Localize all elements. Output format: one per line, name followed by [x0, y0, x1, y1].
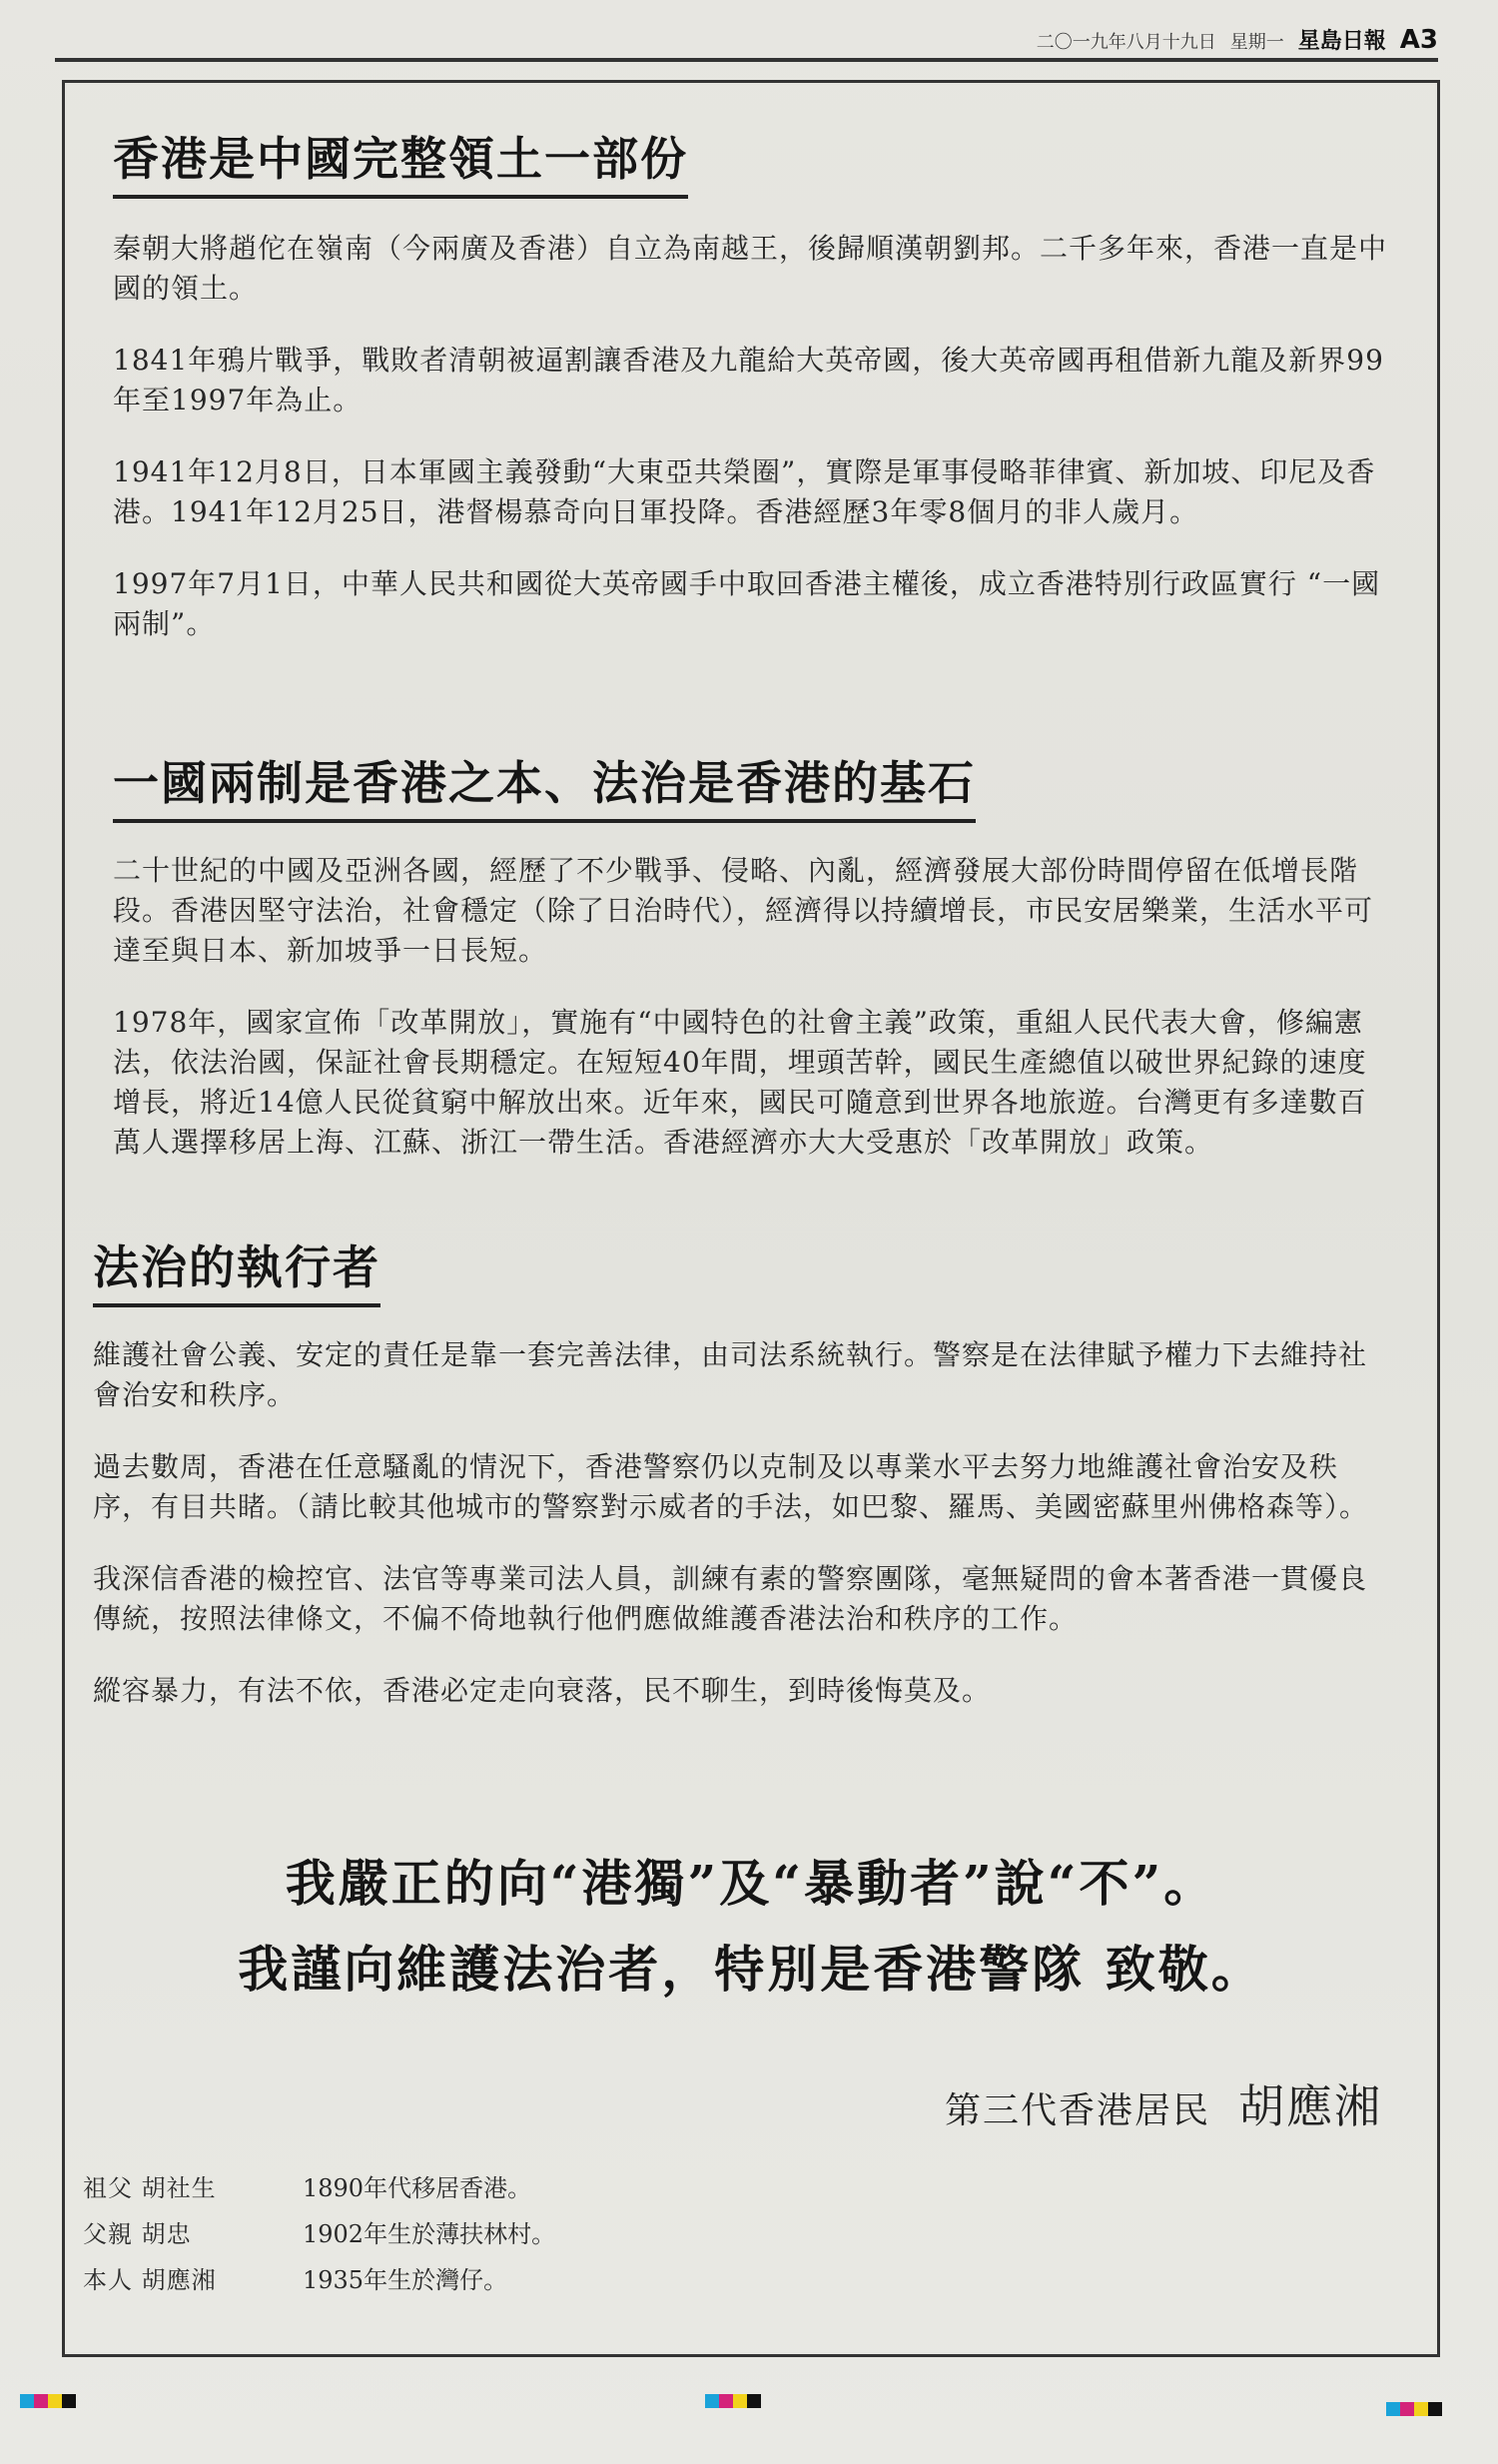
section-heading: 一國兩制是香港之本、法治是香港的基石 — [113, 747, 976, 823]
section-one-country-two-systems — [113, 747, 1389, 1195]
black-swatch — [62, 2394, 76, 2408]
masthead — [55, 18, 1438, 62]
magenta-swatch — [1400, 2402, 1414, 2416]
paragraph: 縱容暴力，有法不依，香港必定走向衰落，民不聊生，到時後悔莫及。 — [93, 1674, 992, 1707]
section-heading: 香港是中國完整領土一部份 — [113, 123, 688, 199]
yellow-swatch — [733, 2394, 747, 2408]
lineage-note: 1935年生於灣仔。 — [303, 2266, 508, 2294]
lineage-person: 父親 胡忠 — [83, 2220, 192, 2248]
lineage-note: 1890年代移居香港。 — [303, 2174, 532, 2202]
lineage-row — [83, 2165, 555, 2211]
family-lineage — [83, 2165, 555, 2303]
issue-weekday: 星期一 — [1229, 32, 1284, 53]
paragraph: 1841年鴉片戰爭，戰敗者清朝被逼割讓香港及九龍給大英帝國，後大英帝國再租借新九龍及新界99年至1997年為止。 — [113, 344, 1384, 416]
yellow-swatch — [48, 2394, 62, 2408]
paragraph: 過去數周，香港在任意騷亂的情況下，香港警察仍以克制及以專業水平去努力地維護社會治安及秩序，有目共睹。（請比較其他城市的警察對示威者的手法，如巴黎、羅馬、美國密蘇里州佛格森等）。 — [93, 1450, 1369, 1523]
paragraph: 1997年7月1日，中華人民共和國從大英帝國手中取回香港主權後，成立香港特別行政區實行 “一國兩制”。 — [113, 567, 1381, 640]
closing-statement — [65, 1841, 1437, 2013]
section-heading: 法治的執行者 — [93, 1232, 380, 1307]
cyan-swatch — [1386, 2402, 1400, 2416]
newspaper-name: 星島日報 — [1297, 29, 1386, 54]
paragraph: 1978年，國家宣佈「改革開放」，實施有“中國特色的社會主義”政策，重組人民代表大會，修編憲法，依法治國，保証社會長期穩定。在短短40年間，埋頭苦幹，國民生產總值以破世界紀錄的速度增長，將近14億人民從貧窮中解放出來。近年來，國民可隨意到世界各地旅遊。台灣更有多達數百萬人選擇移居上海、江蘇、浙江一帶生活。香港經濟亦大大受惠於「改革開放」政策。 — [113, 1006, 1367, 1159]
lineage-row — [83, 2211, 555, 2257]
signature-name: 胡應湘 — [1238, 2079, 1382, 2133]
yellow-swatch — [1414, 2402, 1428, 2416]
lineage-note: 1902年生於薄扶林村。 — [303, 2220, 556, 2248]
advertisement-frame — [62, 80, 1440, 2357]
paragraph: 1941年12月8日，日本軍國主義發動“大東亞共榮圈”，實際是軍事侵略菲律賓、新加坡、印尼及香港。1941年12月25日，港督楊慕奇向日軍投降。香港經歷3年零8個月的非人歲月。 — [113, 455, 1376, 528]
signature — [945, 2070, 1382, 2136]
paragraph: 我深信香港的檢控官、法官等專業司法人員，訓練有素的警察團隊，毫無疑問的會本著香港一貫優良傳統，按照法律條文，不偏不倚地執行他們應做維護香港法治和秩序的工作。 — [93, 1562, 1368, 1635]
lineage-row — [83, 2257, 555, 2303]
page-number: A3 — [1399, 25, 1438, 55]
registration-marks-left — [20, 2394, 76, 2408]
registration-marks-center — [705, 2394, 761, 2408]
paragraph: 二十世紀的中國及亞洲各國，經歷了不少戰爭、侵略、內亂，經濟發展大部份時間停留在低增長階段。香港因堅守法治，社會穩定（除了日治時代），經濟得以持續增長，市民安居樂業，生活水平可達至與日本、新加坡爭一日長短。 — [113, 854, 1374, 967]
masthead-meta — [1037, 24, 1438, 55]
registration-marks-right — [1386, 2402, 1442, 2416]
lineage-person: 祖父 胡社生 — [83, 2174, 217, 2202]
section-territory — [113, 123, 1389, 676]
paragraph: 維護社會公義、安定的責任是靠一套完善法律，由司法系統執行。警察是在法律賦予權力下去維持社會治安和秩序。 — [93, 1338, 1368, 1411]
section-rule-of-law-enforcers — [93, 1232, 1389, 1743]
issue-date: 二〇一九年八月十九日 — [1036, 32, 1216, 53]
lineage-person: 本人 胡應湘 — [83, 2266, 217, 2294]
closing-line: 我嚴正的向“港獨”及“暴動者”說“不”。 — [285, 1854, 1217, 1913]
closing-line: 我謹向維護法治者，特別是香港警隊 致敬。 — [238, 1940, 1264, 1999]
paragraph: 秦朝大將趙佗在嶺南（今兩廣及香港）自立為南越王，後歸順漢朝劉邦。二千多年來，香港一直是中國的領土。 — [113, 232, 1388, 305]
black-swatch — [1428, 2402, 1442, 2416]
black-swatch — [747, 2394, 761, 2408]
cyan-swatch — [20, 2394, 34, 2408]
magenta-swatch — [719, 2394, 733, 2408]
signature-title: 第三代香港居民 — [944, 2090, 1210, 2131]
cyan-swatch — [705, 2394, 719, 2408]
magenta-swatch — [34, 2394, 48, 2408]
